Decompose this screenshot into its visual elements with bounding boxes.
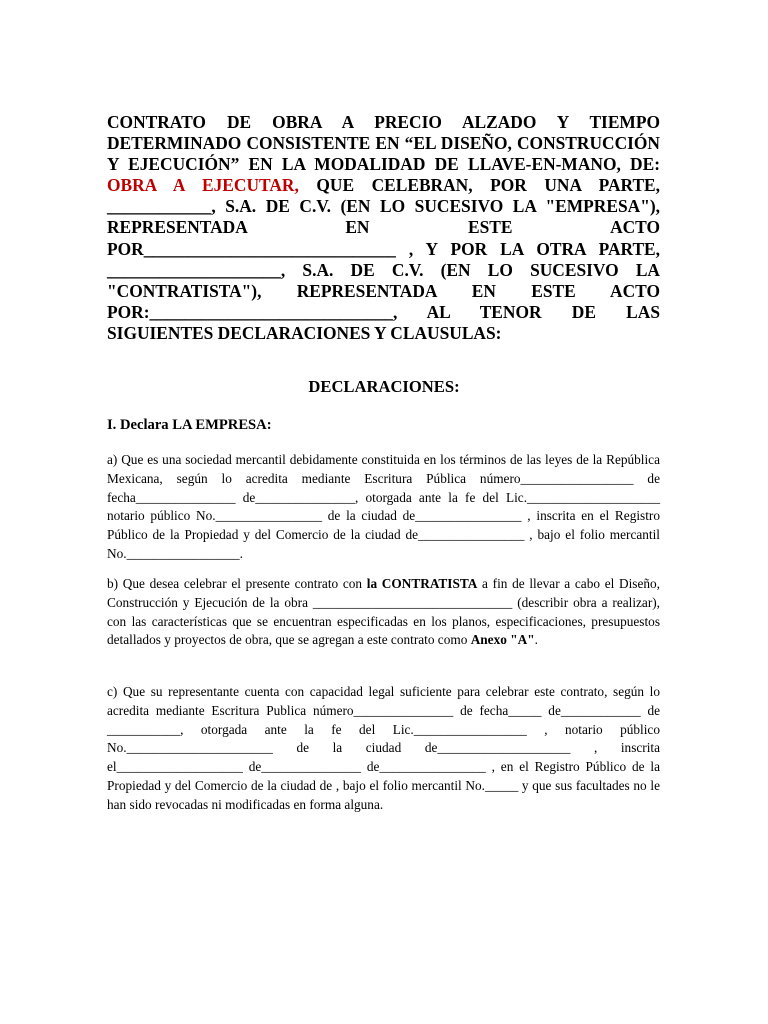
title-text-1: CONTRATO DE OBRA A PRECIO ALZADO Y TIEMPO DETERMINADO CONSISTENTE EN “EL DISEÑO, CONSTRUCCIÓN Y EJECUCIÓN” EN LA MODALIDAD DE LLAVE-EN-MANO, DE:: [107, 112, 660, 175]
paragraph-b: [107, 575, 660, 650]
paragraph-b-text-2: a fin de llevar a cabo el Diseño, Construcción y Ejecución de la obra ______________________________ (describir obra a realizar), con las características que se encuentran especificadas en los planos, especificaciones, presupuestos detallados y proyectos de obra, que se agregan a este contrato como: [107, 576, 660, 648]
title-text-2: QUE CELEBRAN, POR UNA PARTE, ____________, S.A. DE C.V. (EN LO SUCESIVO LA "EMPRESA"), REPRESENTADA EN ESTE ACTO POR_____________________________ , Y POR LA OTRA PARTE, ____________________, S.A. DE C.V. (EN LO SUCESIVO LA "CONTRATISTA"), REPRESENTADA EN ESTE ACTO POR:____________________________, AL TENOR DE LAS SIGUIENTES DECLARACIONES Y CLAUSULAS:: [107, 175, 661, 343]
section-heading: DECLARACIONES:: [308, 377, 460, 396]
paragraph-b-text-1: b) Que desea celebrar el presente contrato con: [107, 576, 367, 591]
paragraph-b-bold-anexo: Anexo "A": [470, 632, 535, 648]
paragraph-b-bold-contratista: la CONTRATISTA: [366, 576, 478, 591]
paragraph-a: a) Que es una sociedad mercantil debidamente constituida en los términos de las leyes de la República Mexicana, según lo acredita mediante Escritura Pública número_________________ de fecha_______________ de_______________, otorgada ante la fe del Lic.____________________ notario público No.________________ de la ciudad de________________ , inscrita en el Registro Público de la Propiedad y del Comercio de la ciudad de________________ , bajo el folio mercantil No._________________.: [107, 452, 660, 561]
declaration-subheading: I. Declara LA EMPRESA:: [107, 417, 272, 433]
title-highlight: OBRA A EJECUTAR,: [107, 175, 299, 196]
paragraph-b-text-3: .: [534, 632, 538, 648]
paragraph-c: c) Que su representante cuenta con capacidad legal suficiente para celebrar este contrato, según lo acredita mediante Escritura Publica número_______________ de fecha_____ de____________ de ___________, otorgada ante la fe del Lic._________________ , notario público No.______________________ de la ciudad de____________________ , inscrita el___________________ de_______________ de________________ , en el Registro Público de la Propiedad y del Comercio de la ciudad de , bajo el folio mercantil No._____ y que sus facultades no le han sido revocadas ni modificadas en forma alguna.: [107, 684, 660, 812]
contract-title: [107, 112, 660, 344]
